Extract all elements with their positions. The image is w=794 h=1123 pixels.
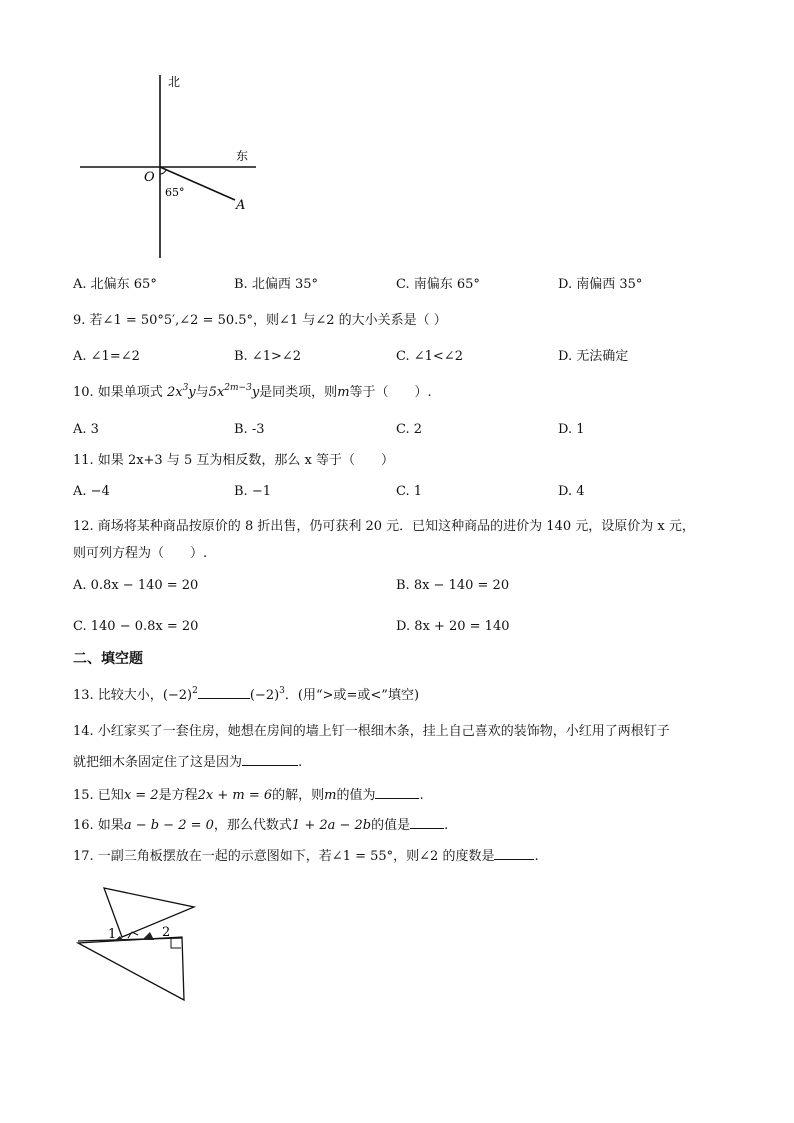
q9-pre: 9. 若	[73, 313, 103, 328]
q15-equation: 2x + m = 6	[197, 788, 273, 803]
q10-end: 等于（ ）.	[349, 385, 432, 400]
q16-dot: .	[444, 818, 449, 833]
angle-label: 65°	[165, 186, 185, 199]
q15-dot: .	[419, 788, 424, 803]
upper-triangle	[104, 888, 194, 937]
q15-var: m	[324, 788, 337, 803]
section-heading: 二、填空题	[73, 651, 143, 667]
q10-stem	[73, 384, 432, 402]
q8-option-c[interactable]: C. 南偏东 65°	[396, 277, 480, 292]
q15-mid: 是方程	[158, 788, 198, 803]
q11-option-d[interactable]: D. 4	[558, 484, 585, 499]
q11-option-a[interactable]: A. −4	[73, 484, 110, 499]
q16-pre: 16. 如果	[73, 818, 124, 833]
q11-option-b[interactable]: B. −1	[234, 484, 271, 499]
triangle-rulers-figure	[70, 880, 200, 1005]
point-a-label: A	[236, 198, 246, 213]
q10-pre: 10. 如果单项式	[73, 385, 163, 400]
q8-option-a[interactable]: A. 北偏东 65°	[73, 277, 157, 292]
q8-option-d[interactable]: D. 南偏西 35°	[558, 277, 643, 292]
q10-option-d[interactable]: D. 1	[558, 422, 585, 437]
q12-option-b[interactable]: B. 8x − 140 = 20	[396, 578, 510, 593]
q9-option-b[interactable]: B. ∠1>∠2	[234, 349, 302, 364]
q10-monomial-1: $2x^3y$	[166, 383, 196, 400]
angle-arc	[160, 170, 166, 174]
compass-figure	[70, 70, 270, 265]
q10-option-c[interactable]: C. 2	[396, 422, 423, 437]
q10-var: m	[337, 385, 350, 400]
q8-option-b[interactable]: B. 北偏西 35°	[234, 277, 318, 292]
q12-option-c[interactable]: C. 140 − 0.8x = 20	[73, 619, 199, 634]
q14-answer-blank[interactable]	[242, 753, 298, 766]
north-label: 北	[168, 75, 181, 89]
angle-1-label: 1	[108, 927, 117, 942]
angle-2-label: 2	[162, 925, 171, 940]
q16-answer-blank[interactable]	[410, 816, 444, 829]
q9-option-c[interactable]: C. ∠1<∠2	[396, 349, 463, 364]
q9-post: ，则∠1 与∠2 的大小关系是（ ）	[253, 313, 447, 328]
q15-end: 的值为	[336, 788, 376, 803]
q10-monomial-2: $5x^{2m-3}y$	[208, 383, 260, 400]
q17-pre: 17. 一副三角板摆放在一起的示意图如下，若∠1 = 55°，则∠2 的度数是	[73, 849, 495, 864]
q13-pre: 13. 比较大小，	[73, 688, 163, 703]
q9-stem	[73, 312, 447, 330]
q14-line2-text: 就把细木条固定住了这是因为	[73, 755, 243, 770]
q9-option-d[interactable]: D. 无法确定	[558, 349, 629, 364]
q15-stem	[73, 786, 424, 805]
q9-option-a[interactable]: A. ∠1=∠2	[73, 349, 140, 364]
angle-2-mark	[142, 932, 154, 940]
q11-stem: 11. 如果 2x+3 与 5 互为相反数，那么 x 等于（ ）	[73, 453, 394, 468]
q11-option-c[interactable]: C. 1	[396, 484, 423, 499]
q15-post: 的解，则	[272, 788, 325, 803]
q16-mid: ，那么代数式	[213, 818, 292, 833]
q14-stem-line1: 14. 小红家买了一套住房，她想在房间的墙上钉一根细木条，挂上自己喜欢的装饰物，小红用了两根钉子	[73, 724, 670, 739]
q17-answer-blank[interactable]	[494, 847, 534, 860]
q17-dot: .	[534, 849, 539, 864]
q13-expr-a: $(-2)^2$	[162, 686, 198, 703]
lower-triangle	[78, 937, 184, 1000]
q14-stem-line2	[73, 753, 302, 772]
q14-end: .	[298, 755, 303, 770]
q13-post: ．(用“>或=或<”填空)	[284, 688, 420, 703]
q16-stem	[73, 816, 448, 835]
q16-expr: 1 + 2a − 2b	[291, 818, 372, 833]
q10-mid: 与	[195, 385, 209, 400]
q12-stem-line1: 12. 商场将某种商品按原价的 8 折出售，仍可获利 20 元．已知这种商品的进价为 140 元，设原价为 x 元，	[73, 519, 695, 534]
q15-answer-blank[interactable]	[375, 786, 419, 799]
right-angle-mark-lower	[171, 938, 181, 948]
q10-option-b[interactable]: B. -3	[234, 422, 265, 437]
q13-expr-b: $(-2)^3$	[249, 686, 285, 703]
q10-post: 是同类项，则	[259, 385, 338, 400]
q10-option-a[interactable]: A. 3	[73, 422, 99, 437]
q12-option-a[interactable]: A. 0.8x − 140 = 20	[73, 578, 199, 593]
q9-expr: ∠1 = 50°5′,∠2 = 50.5°	[102, 313, 254, 328]
q16-post: 的值是	[371, 818, 411, 833]
east-label: 东	[236, 149, 249, 163]
q12-option-d[interactable]: D. 8x + 20 = 140	[396, 619, 510, 634]
origin-label: O	[144, 170, 155, 185]
right-angle-mark-upper	[128, 932, 138, 938]
q12-stem-line2: 则可列方程为（ ）.	[73, 546, 208, 561]
q13-stem	[73, 686, 419, 705]
q16-cond: a − b − 2 = 0	[123, 818, 214, 833]
q15-pre: 15. 已知	[73, 788, 124, 803]
q13-answer-blank[interactable]	[198, 686, 250, 699]
q17-stem	[73, 847, 539, 866]
q15-cond: x = 2	[123, 788, 159, 803]
